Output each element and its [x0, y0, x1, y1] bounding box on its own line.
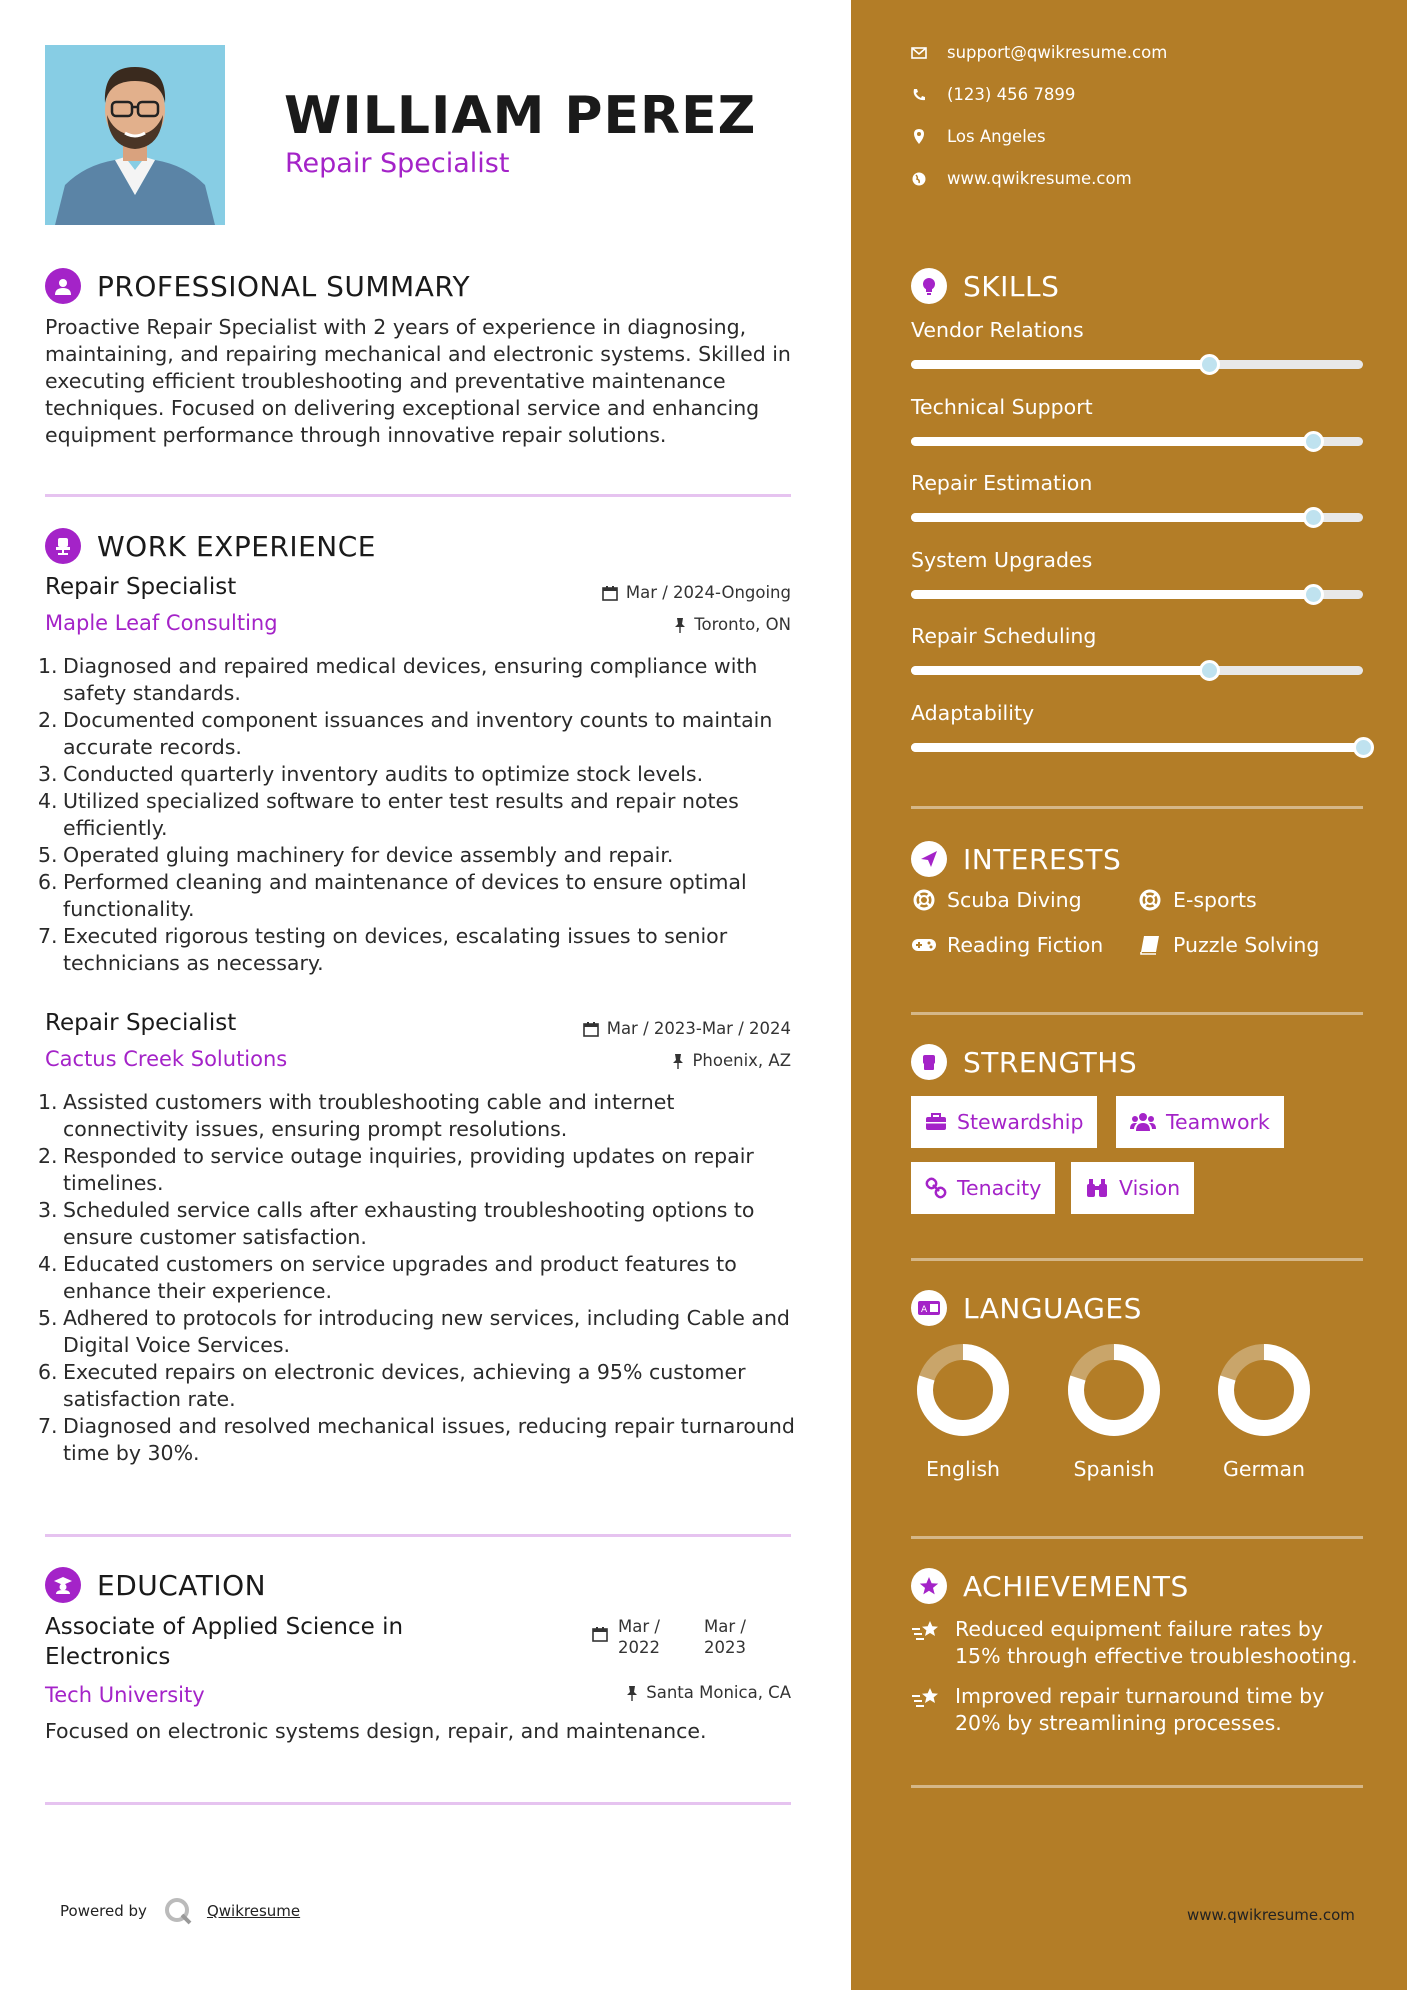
skill-name: Technical Support: [911, 394, 1093, 419]
contact-website[interactable]: [911, 169, 1132, 188]
achievement-text: Improved repair turnaround time by 20% by streamlining processes.: [955, 1684, 1325, 1735]
education-location-text: Santa Monica, CA: [646, 1683, 791, 1702]
section-divider: [45, 494, 791, 497]
list-item: Responded to service outage inquiries, providing updates on repair timelines.: [63, 1144, 754, 1195]
interests-heading: [911, 841, 1121, 877]
lightbulb-icon: [911, 268, 947, 304]
job-title: Repair Specialist: [45, 1010, 237, 1036]
book-icon: [1137, 935, 1163, 955]
contact-phone[interactable]: [911, 85, 1075, 104]
education-location: [626, 1683, 791, 1702]
skill-slider-fill: [911, 743, 1363, 752]
skill-slider-fill: [911, 437, 1313, 446]
achievements-title: ACHIEVEMENTS: [963, 1569, 1189, 1603]
skill-slider-fill: [911, 513, 1313, 522]
candidate-name: WILLIAM PEREZ: [284, 86, 757, 146]
section-divider: [911, 806, 1363, 809]
star-icon: [911, 1568, 947, 1604]
calendar-icon: [602, 585, 618, 601]
skill-name: Vendor Relations: [911, 318, 1084, 342]
interest-label: E-sports: [1173, 888, 1257, 912]
experience-title: WORK EXPERIENCE: [97, 529, 376, 563]
interest-label: Reading Fiction: [947, 933, 1104, 957]
edu-end-month: Mar /: [704, 1617, 746, 1636]
candidate-title: Repair Specialist: [285, 148, 510, 179]
job-location-text: Toronto, ON: [694, 615, 791, 634]
skill-slider[interactable]: [911, 666, 1363, 675]
skill-name: Adaptability: [911, 700, 1035, 725]
skill-name: Repair Estimation: [911, 471, 1093, 495]
education-dates: [592, 1616, 746, 1658]
achievement-text: Reduced equipment failure rates by 15% through effective troubleshooting.: [955, 1617, 1358, 1668]
job-company: Maple Leaf Consulting: [45, 611, 278, 635]
list-item: Diagnosed and resolved mechanical issues, reducing repair turnaround time by 30%.: [63, 1414, 795, 1465]
achievements-heading: [911, 1568, 1189, 1604]
list-item: Executed repairs on electronic devices, achieving a 95% customer satisfaction rate.: [63, 1360, 746, 1411]
job-location: [674, 615, 791, 634]
summary-heading: [45, 268, 470, 304]
list-item: Executed rigorous testing on devices, escalating issues to senior technicians as necessary.: [63, 924, 728, 975]
job-company: Cactus Creek Solutions: [45, 1047, 288, 1071]
shooting-star-icon: [911, 1685, 941, 1715]
contact-website-text: www.qwikresume.com: [947, 169, 1132, 188]
envelope-icon: [911, 47, 927, 59]
summary-title: PROFESSIONAL SUMMARY: [97, 269, 471, 303]
profile-photo: [45, 45, 225, 225]
svg-text:A: A: [921, 1305, 928, 1315]
strength-tag: [1116, 1096, 1284, 1148]
education-heading: [45, 1567, 266, 1603]
skill-slider[interactable]: [911, 743, 1363, 752]
interest-item: [911, 888, 1082, 912]
skill-slider-fill: [911, 666, 1209, 675]
edu-start-year: 2022: [618, 1638, 660, 1657]
section-divider: [45, 1534, 791, 1537]
language-name: English: [925, 1457, 1001, 1481]
skill-slider[interactable]: [911, 513, 1363, 522]
list-item: Educated customers on service upgrades and product features to enhance their experience.: [63, 1252, 737, 1303]
job-dates-text: Mar / 2023-Mar / 2024: [606, 1019, 791, 1038]
strength-tag: [1071, 1162, 1194, 1214]
interests-title: INTERESTS: [963, 842, 1122, 876]
pin-icon: [674, 617, 686, 633]
list-item: Operated gluing machinery for device assembly and repair.: [63, 843, 674, 867]
skill-slider-knob[interactable]: [1303, 584, 1324, 605]
skill-slider[interactable]: [911, 360, 1363, 369]
section-divider: [911, 1012, 1363, 1015]
contact-location: [911, 127, 1046, 146]
language-name: German: [1222, 1457, 1306, 1481]
job-dates: [583, 1019, 791, 1038]
calendar-icon: [592, 1626, 608, 1642]
section-divider: [911, 1536, 1363, 1539]
calendar-icon: [583, 1021, 599, 1037]
link-icon: [925, 1177, 947, 1199]
skill-name: Repair Scheduling: [911, 624, 1097, 648]
skill-slider[interactable]: [911, 437, 1363, 446]
interest-item: [911, 933, 1103, 957]
achievement-item: [911, 1683, 1371, 1737]
strengths-title: STRENGTHS: [963, 1045, 1138, 1079]
skill-slider-knob[interactable]: [1303, 431, 1324, 452]
strength-label: Vision: [1119, 1176, 1181, 1200]
job-duties-list: [35, 1089, 795, 1467]
section-divider: [45, 1802, 791, 1805]
user-icon: [45, 268, 81, 304]
paper-plane-icon: [911, 841, 947, 877]
skill-slider-knob[interactable]: [1353, 737, 1374, 758]
contact-email-text: support@qwikresume.com: [947, 43, 1168, 62]
interest-label: Puzzle Solving: [1173, 933, 1320, 957]
language-name: Spanish: [1073, 1457, 1155, 1481]
qwikresume-link[interactable]: Qwikresume: [206, 1902, 301, 1920]
list-item: Assisted customers with troubleshooting cable and internet connectivity issues, ensuring prompt resolutions.: [63, 1090, 675, 1141]
footer-website[interactable]: www.qwikresume.com: [1187, 1906, 1355, 1924]
job-location-text: Phoenix, AZ: [692, 1051, 791, 1070]
skill-slider-fill: [911, 360, 1209, 369]
skill-slider-fill: [911, 590, 1313, 599]
contact-location-text: Los Angeles: [947, 127, 1046, 146]
edu-start-month: Mar /: [618, 1617, 660, 1636]
pin-icon: [672, 1053, 684, 1069]
strength-label: Stewardship: [957, 1110, 1084, 1134]
section-divider: [911, 1258, 1363, 1261]
languages-heading: [911, 1290, 1142, 1326]
languages-title: LANGUAGES: [963, 1291, 1142, 1325]
job-title: Repair Specialist: [45, 574, 237, 600]
binoculars-icon: [1085, 1178, 1109, 1198]
interest-item: [1137, 888, 1257, 912]
education-school: Tech University: [45, 1683, 205, 1707]
job-dates: [602, 583, 791, 602]
skill-slider[interactable]: [911, 590, 1363, 599]
graduate-icon: [45, 1567, 81, 1603]
contact-email[interactable]: [911, 43, 1167, 62]
strengths-heading: [911, 1044, 1137, 1080]
strength-label: Tenacity: [957, 1176, 1042, 1200]
strength-tag: [911, 1162, 1055, 1214]
list-item: Diagnosed and repaired medical devices, ensuring compliance with safety standards.: [63, 654, 758, 705]
phone-icon: [911, 88, 927, 102]
fist-icon: [911, 1044, 947, 1080]
edu-end-year: 2023: [704, 1638, 746, 1657]
language-gauge: [1054, 1330, 1174, 1454]
section-divider: [911, 1785, 1363, 1788]
language-gauge: [1204, 1330, 1324, 1454]
strength-tag: [911, 1096, 1097, 1148]
skills-heading: [911, 268, 1059, 304]
education-degree: Associate of Applied Science in Electronics: [45, 1614, 404, 1670]
qwikresume-logo-icon: [163, 1896, 193, 1926]
list-item: Scheduled service calls after exhausting troubleshooting options to ensure customer satisfaction.: [63, 1198, 755, 1249]
job-duties-list: [35, 653, 795, 977]
interest-label: Scuba Diving: [947, 888, 1082, 912]
gamepad-icon: [911, 937, 937, 953]
pin-icon: [626, 1685, 638, 1701]
lifebuoy-icon: [911, 889, 937, 911]
list-item: Documented component issuances and inventory counts to maintain accurate records.: [63, 708, 773, 759]
contact-phone-text: (123) 456 7899: [947, 85, 1076, 104]
strength-label: Teamwork: [1166, 1110, 1270, 1134]
globe-icon: [911, 172, 927, 186]
powered-by-label: Powered by: [60, 1902, 147, 1920]
interest-item: [1137, 933, 1319, 957]
education-title: EDUCATION: [97, 1568, 267, 1602]
language-gauge: [903, 1330, 1023, 1454]
lifebuoy-icon: [1137, 889, 1163, 911]
footer-powered-by: [60, 1896, 300, 1926]
education-description: Focused on electronic systems design, repair, and maintenance.: [45, 1719, 707, 1743]
briefcase-icon: [925, 1113, 947, 1131]
achievement-item: [911, 1616, 1371, 1670]
list-item: Adhered to protocols for introducing new services, including Cable and Digital Voice Services.: [63, 1306, 790, 1357]
shooting-star-icon: [911, 1618, 941, 1648]
list-item: Utilized specialized software to enter test results and repair notes efficiently.: [63, 789, 739, 840]
skill-name: System Upgrades: [911, 547, 1093, 572]
summary-text: Proactive Repair Specialist with 2 years of experience in diagnosing, maintaining, and repairing mechanical and electronic systems. Skilled in executing efficient troubleshooting and preventative maintenance techniques. Focused on delivering exceptional service and enhancing equipment performance through innovative repair solutions.: [45, 315, 791, 447]
job-location: [672, 1051, 791, 1070]
list-item: Performed cleaning and maintenance of devices to ensure optimal functionality.: [63, 870, 747, 921]
experience-heading: [45, 528, 376, 564]
translate-icon: [911, 1290, 947, 1326]
users-icon: [1130, 1112, 1156, 1132]
skills-title: SKILLS: [963, 269, 1060, 303]
chair-icon: [45, 528, 81, 564]
job-dates-text: Mar / 2024-Ongoing: [625, 583, 791, 602]
list-item: Conducted quarterly inventory audits to optimize stock levels.: [63, 762, 704, 786]
map-marker-icon: [911, 129, 927, 144]
